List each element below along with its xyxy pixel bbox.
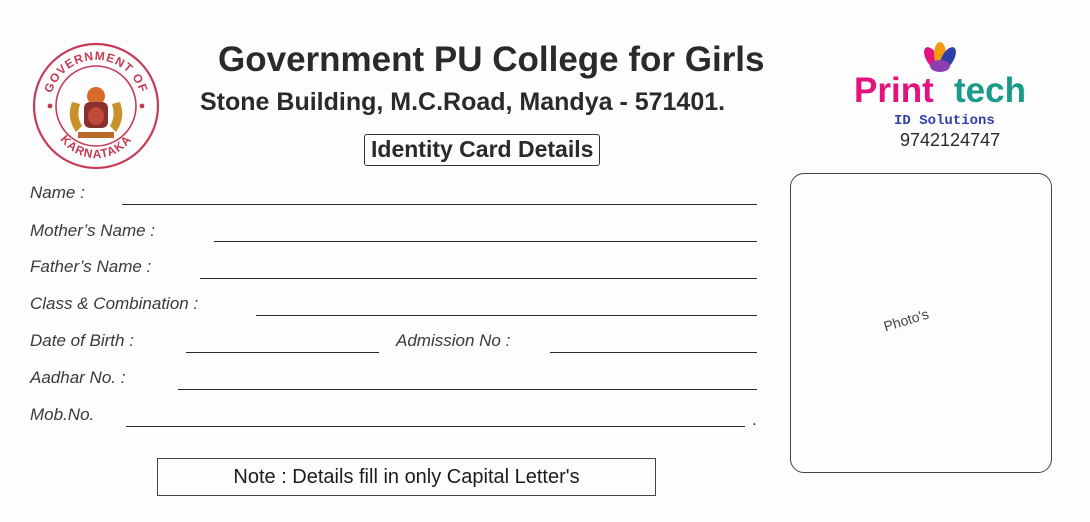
photo-label: Photo's	[881, 305, 931, 335]
seal-emblem-icon	[48, 87, 145, 138]
field-label-father-name: Father’s Name :	[30, 257, 152, 276]
field-label-admission-no: Admission No :	[396, 331, 511, 350]
photo-box[interactable]	[790, 173, 1052, 473]
college-title: Government PU College for Girls	[218, 40, 765, 79]
mob-end-period: .	[752, 410, 757, 429]
flower-icon	[921, 42, 959, 72]
field-line-class-combination[interactable]	[256, 315, 757, 316]
field-label-name: Name :	[30, 183, 85, 202]
field-label-aadhar-no: Aadhar No. :	[30, 368, 126, 387]
seal-text-top: GOVERNMENT OF	[41, 48, 151, 95]
field-label-class-combination: Class & Combination :	[30, 294, 199, 313]
card-heading: Identity Card Details	[364, 134, 600, 166]
field-line-aadhar-no[interactable]	[178, 389, 757, 390]
logo-tagline: ID Solutions	[894, 113, 995, 129]
note-box: Note : Details fill in only Capital Letter's	[157, 458, 656, 496]
karnataka-seal-icon	[30, 40, 162, 172]
field-line-date-of-birth[interactable]	[186, 352, 379, 353]
logo-name-tech: tech	[954, 71, 1026, 110]
logo-phone: 9742124747	[900, 130, 1001, 150]
field-label-date-of-birth: Date of Birth :	[30, 331, 134, 350]
field-label-mob-no: Mob.No.	[30, 405, 95, 424]
field-line-mob-no[interactable]	[126, 426, 745, 427]
seal-text-bottom: KARNATAKA	[57, 132, 135, 162]
field-line-mother-name[interactable]	[214, 241, 757, 242]
field-line-admission-no[interactable]	[550, 352, 757, 353]
college-address: Stone Building, M.C.Road, Mandya - 571401.	[200, 88, 726, 116]
logo-name-print: Print	[854, 71, 934, 110]
field-line-father-name[interactable]	[200, 278, 757, 279]
field-label-mother-name: Mother’s Name :	[30, 221, 156, 240]
field-line-name[interactable]	[122, 204, 757, 205]
